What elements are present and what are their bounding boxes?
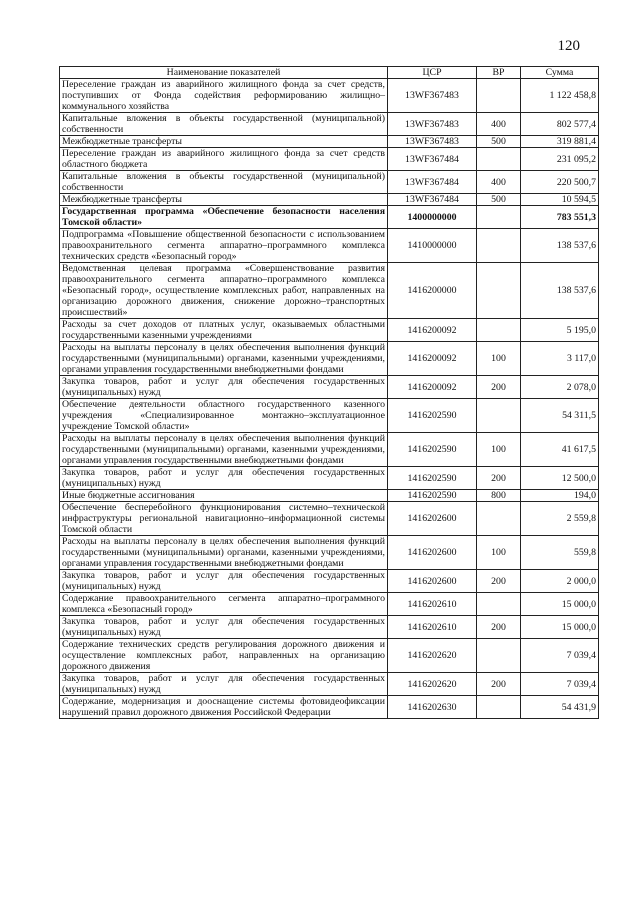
row-csr: 13WF367484 bbox=[388, 171, 477, 194]
row-csr: 1416202610 bbox=[388, 593, 477, 616]
row-sum: 41 617,5 bbox=[521, 433, 599, 467]
row-name: Переселение граждан из аварийного жилищного фонда за счет средств, поступивших от Фонда содействия реформированию жилищно–коммунального хозяйства bbox=[60, 79, 388, 113]
row-sum: 15 000,0 bbox=[521, 616, 599, 639]
table-row bbox=[60, 194, 599, 206]
table-row bbox=[60, 113, 599, 136]
table-row bbox=[60, 399, 599, 433]
row-sum: 319 881,4 bbox=[521, 136, 599, 148]
row-sum: 138 537,6 bbox=[521, 229, 599, 263]
header-sum: Сумма bbox=[521, 67, 599, 79]
row-vr bbox=[477, 319, 521, 342]
row-vr: 100 bbox=[477, 433, 521, 467]
row-sum: 54 431,9 bbox=[521, 696, 599, 719]
row-csr: 13WF367483 bbox=[388, 113, 477, 136]
row-name: Закупка товаров, работ и услуг для обеспечения государственных (муниципальных) нужд bbox=[60, 467, 388, 490]
row-name: Закупка товаров, работ и услуг для обеспечения государственных (муниципальных) нужд bbox=[60, 570, 388, 593]
row-name: Межбюджетные трансферты bbox=[60, 136, 388, 148]
table-row bbox=[60, 136, 599, 148]
table-row bbox=[60, 639, 599, 673]
table-row bbox=[60, 319, 599, 342]
row-vr bbox=[477, 229, 521, 263]
row-vr bbox=[477, 148, 521, 171]
table-row bbox=[60, 593, 599, 616]
row-name: Межбюджетные трансферты bbox=[60, 194, 388, 206]
row-csr: 13WF367484 bbox=[388, 194, 477, 206]
row-name: Расходы на выплаты персоналу в целях обеспечения выполнения функций государственными (муниципальными) органами, казенными учреждениями, органами управления государственными внебюджетными фондами bbox=[60, 342, 388, 376]
table-row bbox=[60, 148, 599, 171]
row-sum: 231 095,2 bbox=[521, 148, 599, 171]
row-vr: 200 bbox=[477, 616, 521, 639]
row-name: Подпрограмма «Повышение общественной безопасности с использованием правоохранительного сегмента аппаратно–программного комплекса технических средств «Безопасный город» bbox=[60, 229, 388, 263]
table-row bbox=[60, 171, 599, 194]
row-name: Переселение граждан из аварийного жилищного фонда за счет средств областного бюджета bbox=[60, 148, 388, 171]
row-sum: 5 195,0 bbox=[521, 319, 599, 342]
row-sum: 12 500,0 bbox=[521, 467, 599, 490]
row-vr bbox=[477, 399, 521, 433]
row-vr: 500 bbox=[477, 136, 521, 148]
row-csr: 1416202600 bbox=[388, 536, 477, 570]
table-row bbox=[60, 570, 599, 593]
row-vr: 100 bbox=[477, 536, 521, 570]
table-row bbox=[60, 376, 599, 399]
row-vr bbox=[477, 639, 521, 673]
row-sum: 138 537,6 bbox=[521, 263, 599, 319]
row-csr: 1416202600 bbox=[388, 570, 477, 593]
row-csr: 1416202600 bbox=[388, 502, 477, 536]
row-csr: 13WF367483 bbox=[388, 136, 477, 148]
table-row bbox=[60, 490, 599, 502]
row-csr: 1416202590 bbox=[388, 467, 477, 490]
table-row bbox=[60, 696, 599, 719]
row-name: Государственная программа «Обеспечение безопасности населения Томской области» bbox=[60, 206, 388, 229]
row-sum: 7 039,4 bbox=[521, 673, 599, 696]
row-csr: 1416202590 bbox=[388, 433, 477, 467]
row-csr: 1416200092 bbox=[388, 376, 477, 399]
row-sum: 10 594,5 bbox=[521, 194, 599, 206]
row-name: Закупка товаров, работ и услуг для обеспечения государственных (муниципальных) нужд bbox=[60, 376, 388, 399]
row-vr: 100 bbox=[477, 342, 521, 376]
page-number: 120 bbox=[557, 38, 580, 54]
table-row bbox=[60, 536, 599, 570]
table-row bbox=[60, 616, 599, 639]
header-vr: ВР bbox=[477, 67, 521, 79]
row-name: Капитальные вложения в объекты государственной (муниципальной) собственности bbox=[60, 113, 388, 136]
row-name: Закупка товаров, работ и услуг для обеспечения государственных (муниципальных) нужд bbox=[60, 616, 388, 639]
row-sum: 220 500,7 bbox=[521, 171, 599, 194]
table-row bbox=[60, 433, 599, 467]
row-sum: 7 039,4 bbox=[521, 639, 599, 673]
row-csr: 13WF367484 bbox=[388, 148, 477, 171]
row-name: Содержание технических средств регулирования дорожного движения и осуществление комплексных работ, направленных на организацию дорожного движения bbox=[60, 639, 388, 673]
row-sum: 2 000,0 bbox=[521, 570, 599, 593]
row-vr bbox=[477, 502, 521, 536]
row-name: Расходы на выплаты персоналу в целях обеспечения выполнения функций государственными (муниципальными) органами, казенными учреждениями, органами управления государственными внебюджетными фондами bbox=[60, 536, 388, 570]
row-vr: 400 bbox=[477, 171, 521, 194]
row-vr bbox=[477, 206, 521, 229]
row-name: Содержание, модернизация и дооснащение системы фотовидеофиксации нарушений правил дорожного движения Российской Федерации bbox=[60, 696, 388, 719]
row-vr bbox=[477, 263, 521, 319]
table-row bbox=[60, 206, 599, 229]
row-vr bbox=[477, 79, 521, 113]
header-name: Наименование показателей bbox=[60, 67, 388, 79]
table-row bbox=[60, 263, 599, 319]
row-sum: 802 577,4 bbox=[521, 113, 599, 136]
row-sum: 3 117,0 bbox=[521, 342, 599, 376]
table-row bbox=[60, 229, 599, 263]
table-header-row bbox=[60, 67, 599, 79]
row-sum: 2 078,0 bbox=[521, 376, 599, 399]
row-vr: 800 bbox=[477, 490, 521, 502]
table-row bbox=[60, 467, 599, 490]
row-csr: 1416200000 bbox=[388, 263, 477, 319]
row-sum: 1 122 458,8 bbox=[521, 79, 599, 113]
row-vr: 200 bbox=[477, 376, 521, 399]
row-sum: 194,0 bbox=[521, 490, 599, 502]
table-row bbox=[60, 79, 599, 113]
row-sum: 15 000,0 bbox=[521, 593, 599, 616]
row-name: Расходы на выплаты персоналу в целях обеспечения выполнения функций государственными (муниципальными) органами, казенными учреждениями, органами управления государственными внебюджетными фондами bbox=[60, 433, 388, 467]
row-name: Иные бюджетные ассигнования bbox=[60, 490, 388, 502]
row-vr: 200 bbox=[477, 467, 521, 490]
row-name: Обеспечение деятельности областного государственного казенного учреждения «Специализированное монтажно–эксплуатационное учреждение Томской области» bbox=[60, 399, 388, 433]
row-csr: 1416202590 bbox=[388, 399, 477, 433]
row-csr: 1416202630 bbox=[388, 696, 477, 719]
row-vr: 200 bbox=[477, 570, 521, 593]
row-name: Закупка товаров, работ и услуг для обеспечения государственных (муниципальных) нужд bbox=[60, 673, 388, 696]
row-sum: 2 559,8 bbox=[521, 502, 599, 536]
row-vr: 500 bbox=[477, 194, 521, 206]
row-csr: 1416202610 bbox=[388, 616, 477, 639]
row-vr: 200 bbox=[477, 673, 521, 696]
budget-table bbox=[59, 66, 599, 719]
row-name: Капитальные вложения в объекты государственной (муниципальной) собственности bbox=[60, 171, 388, 194]
row-vr: 400 bbox=[477, 113, 521, 136]
row-sum: 54 311,5 bbox=[521, 399, 599, 433]
row-vr bbox=[477, 593, 521, 616]
row-csr: 1400000000 bbox=[388, 206, 477, 229]
row-csr: 13WF367483 bbox=[388, 79, 477, 113]
row-csr: 1416200092 bbox=[388, 319, 477, 342]
row-csr: 1416202620 bbox=[388, 673, 477, 696]
row-csr: 1410000000 bbox=[388, 229, 477, 263]
row-vr bbox=[477, 696, 521, 719]
row-sum: 783 551,3 bbox=[521, 206, 599, 229]
row-sum: 559,8 bbox=[521, 536, 599, 570]
row-name: Расходы за счет доходов от платных услуг, оказываемых областными государственными казенными учреждениями bbox=[60, 319, 388, 342]
row-csr: 1416202590 bbox=[388, 490, 477, 502]
table-row bbox=[60, 673, 599, 696]
header-csr: ЦСР bbox=[388, 67, 477, 79]
row-name: Обеспечение бесперебойного функционирования системно–технической инфраструктуры региональной навигационно–информационной системы Томской области bbox=[60, 502, 388, 536]
table-row bbox=[60, 342, 599, 376]
row-name: Ведомственная целевая программа «Совершенствование развития правоохранительного сегмента аппаратно–программного комплекса «Безопасный город», осуществление комплексных работ, направленных на организацию дорожного движения, снижение дорожно–транспортных происшествий» bbox=[60, 263, 388, 319]
table-row bbox=[60, 502, 599, 536]
row-name: Содержание правоохранительного сегмента аппаратно–программного комплекса «Безопасный город» bbox=[60, 593, 388, 616]
row-csr: 1416202620 bbox=[388, 639, 477, 673]
row-csr: 1416200092 bbox=[388, 342, 477, 376]
